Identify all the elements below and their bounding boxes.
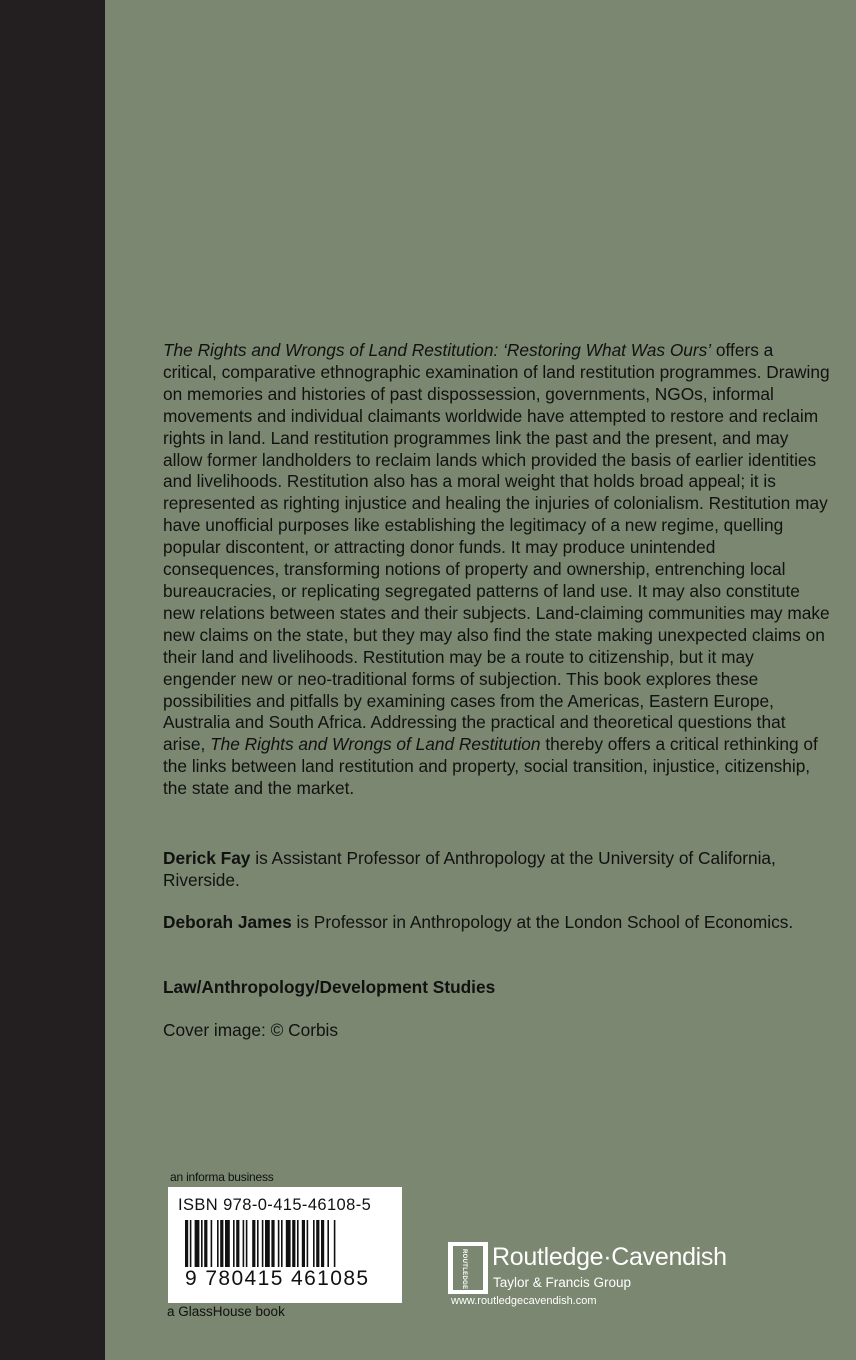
barcode-bar xyxy=(281,1220,283,1272)
barcode-bar xyxy=(292,1220,295,1272)
barcode-bar xyxy=(278,1220,280,1272)
barcode-bar xyxy=(297,1220,299,1272)
barcode-bar xyxy=(327,1220,329,1272)
author-bio-text: is Assistant Professor of Anthropology at the University of California, Riverside. xyxy=(163,848,776,890)
barcode-bar xyxy=(265,1220,270,1272)
barcode-bar xyxy=(211,1220,213,1272)
barcode-bar xyxy=(185,1220,188,1272)
publisher-name: Routledge·Cavendish xyxy=(492,1243,727,1271)
routledge-logo-icon xyxy=(448,1242,488,1294)
book-title-italic-short: The Rights and Wrongs of Land Restitution xyxy=(210,734,541,755)
author-bio-fay xyxy=(163,848,831,892)
publisher-group: Taylor & Francis Group xyxy=(493,1275,632,1290)
barcode-bar xyxy=(190,1220,192,1272)
publisher-url: www.routledgecavendish.com xyxy=(451,1295,597,1307)
author-bio-james xyxy=(163,912,831,934)
barcode-bar xyxy=(252,1220,255,1272)
barcode-bar xyxy=(271,1220,274,1272)
barcode-bar xyxy=(204,1220,207,1272)
barcode-bar xyxy=(201,1220,203,1272)
barcode-bar xyxy=(217,1220,219,1272)
barcode-bar xyxy=(321,1220,324,1272)
barcode-bar xyxy=(313,1220,315,1272)
cover-credit: Cover image: © Corbis xyxy=(163,1020,339,1040)
barcode-bar xyxy=(262,1220,264,1272)
barcode-box xyxy=(168,1187,402,1303)
barcode-bar xyxy=(316,1220,319,1272)
blurb-paragraph xyxy=(163,340,831,800)
routledge-vertical-text: ROUTLEDGE xyxy=(461,1249,467,1290)
barcode-bar xyxy=(307,1220,309,1272)
blurb-text-2: thereby offers a critical rethinking of the links between land restitution and property, social transition, injustice, citizenship, the state and the market. xyxy=(163,734,818,799)
barcode-bar xyxy=(243,1220,245,1272)
informa-tagline: an informa business xyxy=(170,1170,274,1184)
barcode-bar xyxy=(246,1220,248,1272)
imprint-label: a GlassHouse book xyxy=(167,1304,285,1319)
barcode-bar xyxy=(236,1220,239,1272)
barcode-bar xyxy=(302,1220,305,1272)
barcode-bar xyxy=(257,1220,259,1272)
barcode-digits: 9 780415 461085 xyxy=(185,1267,370,1290)
barcode-bar xyxy=(334,1220,336,1272)
author-name: Derick Fay xyxy=(163,848,251,868)
book-spine xyxy=(0,0,105,1360)
book-title-italic: The Rights and Wrongs of Land Restitution: ‘Restoring What Was Ours’ xyxy=(163,340,712,360)
barcode-bar xyxy=(195,1220,200,1272)
blurb-text-1: offers a critical, comparative ethnographic examination of land restitution programmes. Drawing on memories and histories of past dispossession, governments, NGOs, informal movements and individual claimants worldwide have attempted to restore and reclaim rights in land. Land restitution programmes link the past and the present, and may allow former landholders to reclaim lands which provided the basis of earlier identities and livelihoods. Restitution also has a moral weight that holds broad appeal; it is represented as righting injustice and healing the injuries of colonialism. Restitution may have unofficial purposes like establishing the legitimacy of a new regime, quelling popular discontent, or attracting donor funds. It may produce unintended consequences, transforming notions of property and ownership, entrenching local bureaucracies, or replicating segregated patterns of land use. It may also constitute new relations between states and their subjects. Land-claiming communities may make new claims on the state, but they may also find the state making unexpected claims on their land and livelihoods. Restitution may be a route to citizenship, but it may engender new or neo-traditional forms of subjection. This book explores these possibilities and pitfalls by examining cases from the Americas, Eastern Europe, Australia and South Africa. Addressing the practical and theoretical questions that arise, xyxy=(163,340,830,755)
barcode-bar xyxy=(225,1220,230,1272)
subject-category: Law/Anthropology/Development Studies xyxy=(163,977,496,997)
author-name: Deborah James xyxy=(163,912,292,932)
barcode-bar xyxy=(233,1220,235,1272)
isbn-text: ISBN 978-0-415-46108-5 xyxy=(178,1196,372,1214)
barcode-bar xyxy=(286,1220,291,1272)
author-bio-text: is Professor in Anthropology at the London School of Economics. xyxy=(291,912,794,932)
barcode-bar xyxy=(220,1220,223,1272)
